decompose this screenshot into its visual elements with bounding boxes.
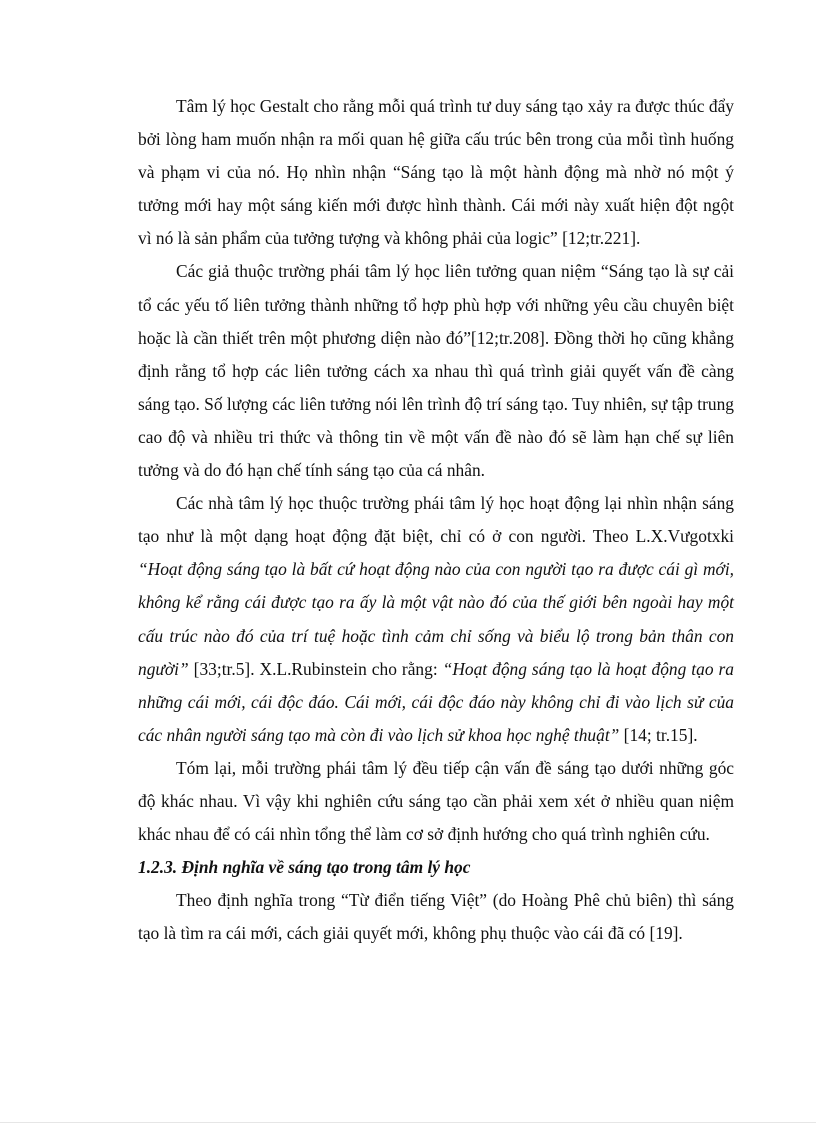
paragraph-summary-text: Tóm lại, mỗi trường phái tâm lý đều tiếp cận vấn đề sáng tạo dưới những góc độ khác nhau. Vì vậy khi nghiên cứu sáng tạo cần phải xem xét ở nhiều quan niệm khác nhau để có cái nhìn tổng thể làm cơ sở định hướng cho quá trình nghiên cứu. <box>138 757 734 845</box>
paragraph-gestalt-text: Tâm lý học Gestalt cho rằng mỗi quá trình tư duy sáng tạo xảy ra được thúc đẩy bởi lòng ham muốn nhận ra mối quan hệ giữa cấu trúc bên trong của mỗi tình huống và phạm vi của nó. Họ nhìn nhận “Sáng tạo là một hành động mà nhờ nó một ý tưởng mới hay một sáng kiến mới được hình thành. Cái mới này xuất hiện đột ngột vì nó là sản phẩm của tưởng tượng và không phải của logic” [12;tr.221]. <box>138 96 734 249</box>
paragraph-definition-text: Theo định nghĩa trong “Từ điển tiếng Việt” (do Hoàng Phê chủ biên) thì sáng tạo là tìm ra cái mới, cách giải quyết mới, không phụ thuộc vào cái đã có [19]. <box>138 890 734 944</box>
paragraph-association-text: Các giả thuộc trường phái tâm lý học liên tưởng quan niệm “Sáng tạo là sự cải tổ các yếu tố liên tưởng thành những tổ hợp phù hợp với những yêu cầu chuyên biệt hoặc là cần thiết trên một phương diện nào đó”[12;tr.208]. Đồng thời họ cũng khẳng định rằng tổ hợp các liên tưởng cách xa nhau thì quá trình giải quyết vấn đề càng sáng tạo. Số lượng các liên tưởng nói lên trình độ trí sáng tạo. Tuy nhiên, sự tập trung cao độ và nhiều tri thức và thông tin về một vấn đề nào đó sẽ làm hạn chế sự liên tưởng và do đó hạn chế tính sáng tạo của cá nhân. <box>138 261 734 481</box>
paragraph-association <box>138 255 734 487</box>
section-heading <box>138 851 734 884</box>
section-title: Định nghĩa về sáng tạo trong tâm lý học <box>181 857 471 878</box>
paragraph-definition <box>138 884 734 950</box>
paragraph-activity-text-1: Các nhà tâm lý học thuộc trường phái tâm lý học hoạt động lại nhìn nhận sáng tạo như là một dạng hoạt động đặt biệt, chỉ có ở con người. Theo L.X.Vưgotxki <box>138 493 734 547</box>
section-number: 1.2.3. <box>138 857 178 878</box>
paragraph-summary <box>138 752 734 851</box>
paragraph-activity <box>138 487 734 752</box>
paragraph-activity-text-3: [14; tr.15]. <box>619 724 698 745</box>
document-page <box>138 90 734 950</box>
vygotsky-quote: “Hoạt động sáng tạo là bất cứ hoạt động nào của con người tạo ra được cái gì mới, không kể rằng cái được tạo ra ấy là một vật nào đó của thế giới bên ngoài hay một cấu trúc nào đó của trí tuệ hoặc tình cảm chỉ sống và biểu lộ trong bản thân con người” <box>138 559 734 679</box>
paragraph-activity-text-2: [33;tr.5]. X.L.Rubinstein cho rằng: <box>188 658 443 679</box>
paragraph-gestalt <box>138 90 734 255</box>
rubinstein-quote: “Hoạt động sáng tạo là hoạt động tạo ra những cái mới, cái độc đáo. Cái mới, cái độc đáo này không chỉ đi vào lịch sử của các nhân người sáng tạo mà còn đi vào lịch sử khoa học nghệ thuật” <box>138 658 734 745</box>
